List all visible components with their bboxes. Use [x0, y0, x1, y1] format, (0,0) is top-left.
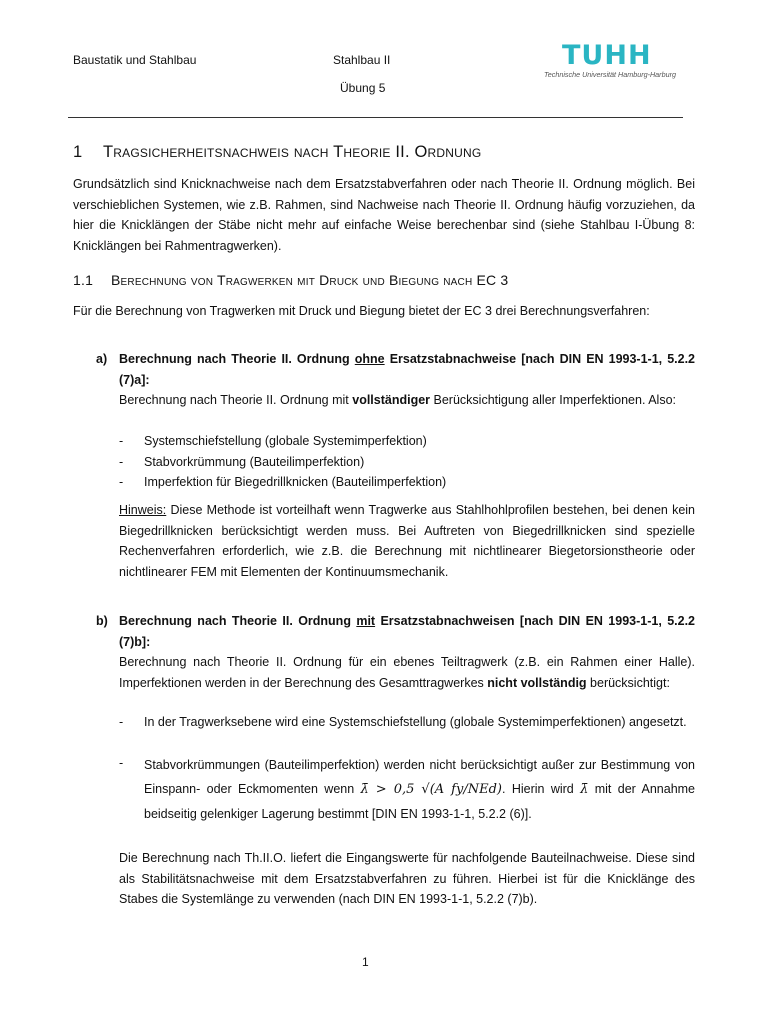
note-label: Hinweis: — [119, 503, 167, 517]
section-1-1-title: Berechnung von Tragwerken mit Druck und Biegung nach EC 3 — [111, 272, 509, 288]
item-a-bullet-2: - Stabvorkrümmung (Bauteilimperfektion) — [119, 455, 365, 469]
item-a-note: Hinweis: Diese Methode ist vorteilhaft wenn Tragwerke aus Stahlhohlprofilen bestehen, bei denen kein Biegedrillknicken berücksichtigt werden muss. Bei Auftreten von Biegedrillknicken sind spezielle Rechenverfahren erforderlich, wie z.B. die Berechnung mit nichtlinearer Biegetorsionstheorie oder nichtlinearer FEM mit Elementen der Kontinuumsmechanik. — [119, 503, 695, 579]
lambda-symbol: λ̄ — [580, 782, 589, 797]
item-a-body: Berechnung nach Theorie II. Ordnung mit vollständiger Berücksichtigung aller Imperfektionen. Also: — [119, 393, 677, 407]
section-1-1-heading — [73, 272, 508, 288]
item-b-bullet-2: Stabvorkrümmungen (Bauteilimperfektion) werden nicht berücksichtigt außer zur Bestimmung von Einspann- oder Eckmomenten wenn λ̄ > 0,5 √(A fy/NEd). Hierin wird λ̄ mit der Annahme beidseitig gelenkiger Lagerung bestimmt [DIN EN 1993-1-1, 5.2.2 (6)]. — [144, 758, 696, 821]
header-left: Baustatik und Stahlbau — [73, 53, 197, 67]
item-a-label: a) — [96, 352, 108, 366]
item-a-bullet-1: - Systemschiefstellung (globale Systemimperfektion) — [119, 434, 427, 448]
section-1-1-intro: Für die Berechnung von Tragwerken mit Druck und Biegung bietet der EC 3 drei Berechnungsverfahren: — [73, 304, 650, 318]
item-a-heading-underlined: ohne — [354, 352, 385, 366]
logo-subtitle: Technische Universität Hamburg-Harburg — [544, 70, 676, 79]
item-b-heading-underlined: mit — [356, 614, 376, 628]
section-1-title: Tragsicherheitsnachweis nach Theorie II. Ordnung — [103, 143, 482, 161]
section-1-number: 1 — [73, 143, 83, 161]
item-b-body: Berechnung nach Theorie II. Ordnung für ein ebenes Teiltragwerk (z.B. ein Rahmen einer Halle). Imperfektionen werden in der Berechnung des Gesamttragwerkes nicht vollständig berücksichtigt: — [119, 655, 695, 690]
item-b-bullet-2-dash: - — [119, 756, 124, 770]
item-a-heading: Berechnung nach Theorie II. Ordnung ohne Ersatzstabnachweise [nach DIN EN 1993-1-1, 5.2.2 (7)a]: — [119, 352, 696, 387]
slenderness-formula: λ̄ > 0,5 √(A fy/NEd) — [360, 782, 502, 797]
section-1-heading — [73, 143, 481, 162]
header-exercise: Übung 5 — [340, 81, 386, 95]
item-b-heading: Berechnung nach Theorie II. Ordnung mit Ersatzstabnachweisen [nach DIN EN 1993-1-1, 5.2.2 (7)b]: — [119, 614, 695, 649]
item-b-closing: Die Berechnung nach Th.II.O. liefert die Eingangswerte für nachfolgende Bauteilnachweise. Diese sind als Stabilitätsnachweise mit dem Ersatzstabverfahren zu führen. Hierbei ist für die Knicklänge des Stabes die Systemlänge zu verwenden (nach DIN EN 1993-1-1, 5.2.2 (7)b). — [119, 851, 695, 906]
item-b-label: b) — [96, 614, 108, 628]
section-1-1-number: 1.1 — [73, 272, 94, 288]
header-rule — [68, 117, 683, 118]
tuhh-logo — [544, 40, 676, 79]
page-number: 1 — [362, 955, 369, 969]
item-b-bullet-1: In der Tragwerksebene wird eine Systemschiefstellung (globale Systemimperfektionen) angesetzt. — [144, 715, 687, 729]
item-a-bullet-3: - Imperfektion für Biegedrillknicken (Bauteilimperfektion) — [119, 475, 447, 489]
section-1-paragraph: Grundsätzlich sind Knicknachweise nach dem Ersatzstabverfahren oder nach Theorie II. Ordnung möglich. Bei verschieblichen Systemen, wie z.B. Rahmen, sind Nachweise nach Theorie II. Ordnung häufig vorzuziehen, da hier die Knicklängen der Stäbe nicht mehr auf einfache Weise berechenbar sind (siehe Stahlbau I-Übung 8: Knicklängen bei Rahmentragwerken). — [73, 177, 695, 253]
item-b-bullet-1-dash: - — [119, 715, 124, 729]
logo-text: TUHH — [562, 40, 652, 71]
header-course: Stahlbau II — [333, 53, 391, 67]
